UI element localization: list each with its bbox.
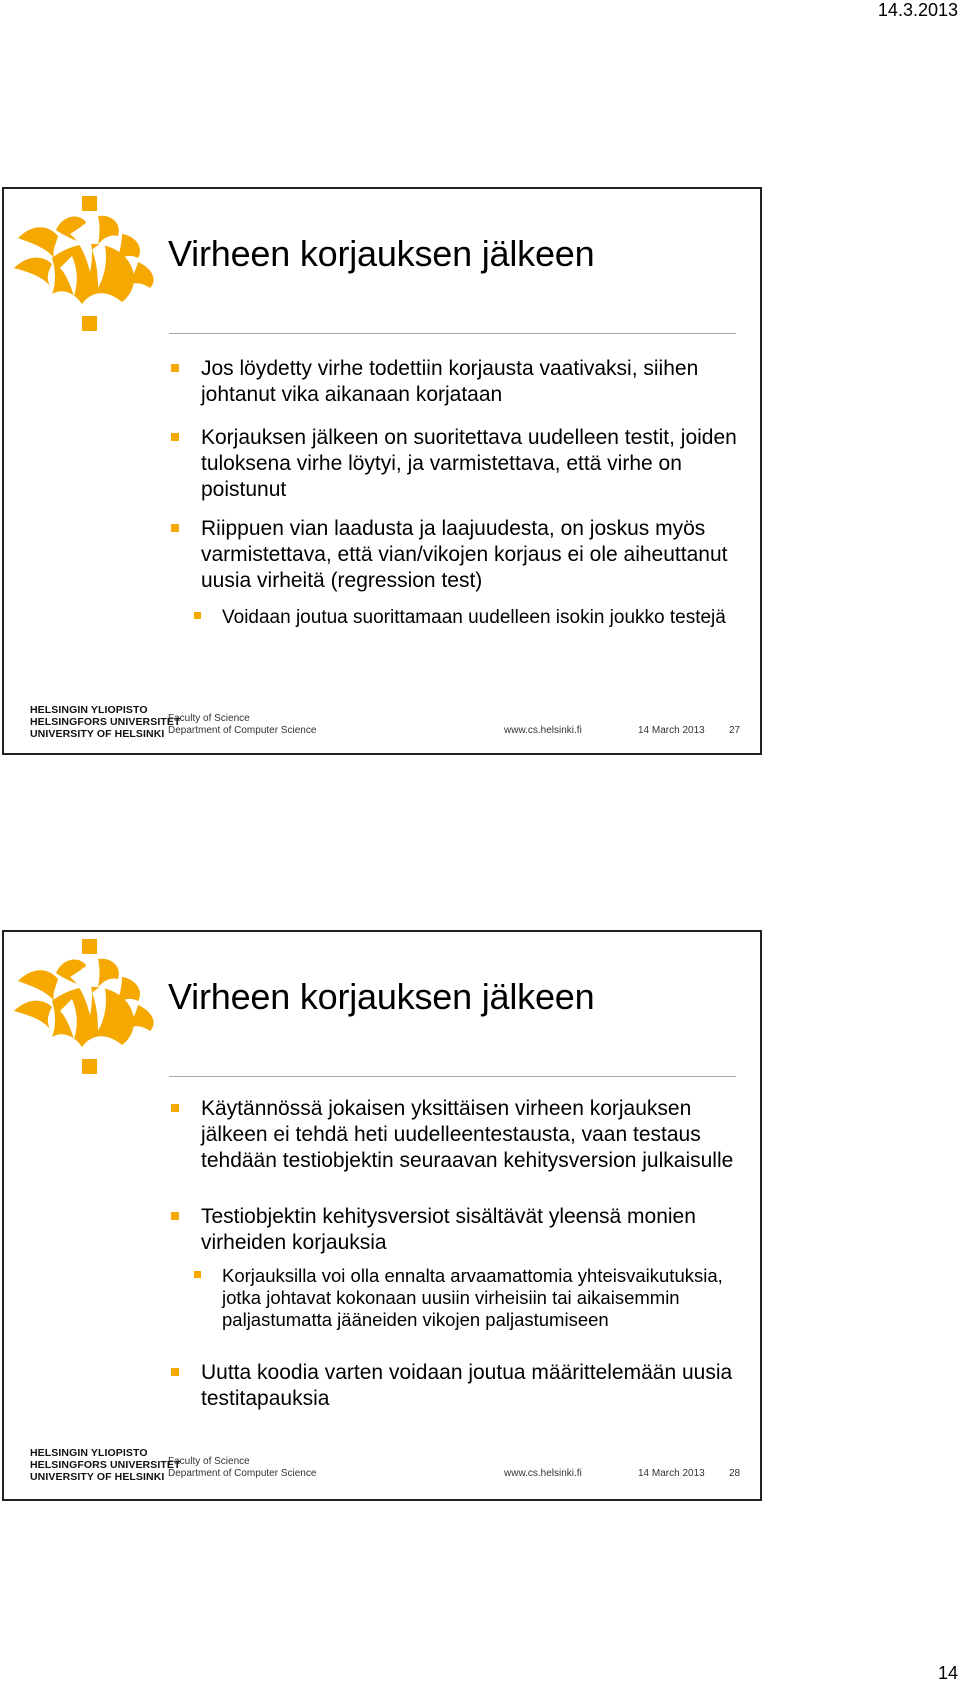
slide-27	[2, 187, 762, 755]
university-flame-logo	[12, 937, 164, 1077]
bullet-item: Jos löydetty virhe todettiin korjausta vaativaksi, siihen johtanut vika aikanaan korjataan	[201, 356, 741, 408]
slide-number: 28	[729, 1468, 741, 1479]
bullet-item: Uutta koodia varten voidaan joutua määrittelemään uusia testitapauksia	[201, 1360, 741, 1412]
slide-number: 27	[729, 725, 741, 736]
page-date: 14.3.2013	[877, 0, 958, 20]
footer-date: 14 March 2013	[638, 1468, 705, 1479]
footer-university-wordmark: HELSINGIN YLIOPISTO HELSINGFORS UNIVERSITET UNIVERSITY OF HELSINKI	[30, 704, 181, 740]
bullet-item: Käytännössä jokaisen yksittäisen virheen korjauksen jälkeen ei tehdä heti uudelleentestausta, vaan testaus tehdään testiobjektin seuraavan kehitysversion julkaisulle	[201, 1096, 741, 1174]
title-divider	[169, 333, 736, 334]
slide-title: Virheen korjauksen jälkeen	[168, 976, 595, 1017]
footer-url: www.cs.helsinki.fi	[504, 725, 582, 736]
bullet-item: Korjauksen jälkeen on suoritettava uudelleen testit, joiden tuloksena virhe löytyi, ja varmistettava, että virhe on poistunut	[201, 425, 741, 503]
page-number: 14	[937, 1663, 958, 1683]
slide-28	[2, 930, 762, 1501]
footer-date: 14 March 2013	[638, 725, 705, 736]
footer-university-wordmark: HELSINGIN YLIOPISTO HELSINGFORS UNIVERSITET UNIVERSITY OF HELSINKI	[30, 1447, 181, 1483]
university-flame-logo	[12, 194, 164, 334]
sub-bullet-item: Korjauksilla voi olla ennalta arvaamattomia yhteisvaikutuksia, jotka johtavat kokonaan uusiin virheisiin tai aikaisemmin paljastumatta jääneiden vikojen paljastumiseen	[222, 1265, 742, 1331]
title-divider	[169, 1076, 736, 1077]
footer-faculty: Faculty of Science Department of Computer Science	[168, 713, 317, 736]
bullet-item: Testiobjektin kehitysversiot sisältävät yleensä monien virheiden korjauksia	[201, 1204, 741, 1256]
bullet-item: Riippuen vian laadusta ja laajuudesta, on joskus myös varmistettava, että vian/vikojen korjaus ei ole aiheuttanut uusia virheitä (regression test)	[201, 516, 741, 594]
slide-title: Virheen korjauksen jälkeen	[168, 233, 595, 274]
sub-bullet-item: Voidaan joutua suorittamaan uudelleen isokin joukko testejä	[222, 606, 742, 629]
footer-url: www.cs.helsinki.fi	[504, 1468, 582, 1479]
footer-faculty: Faculty of Science Department of Computer Science	[168, 1456, 317, 1479]
